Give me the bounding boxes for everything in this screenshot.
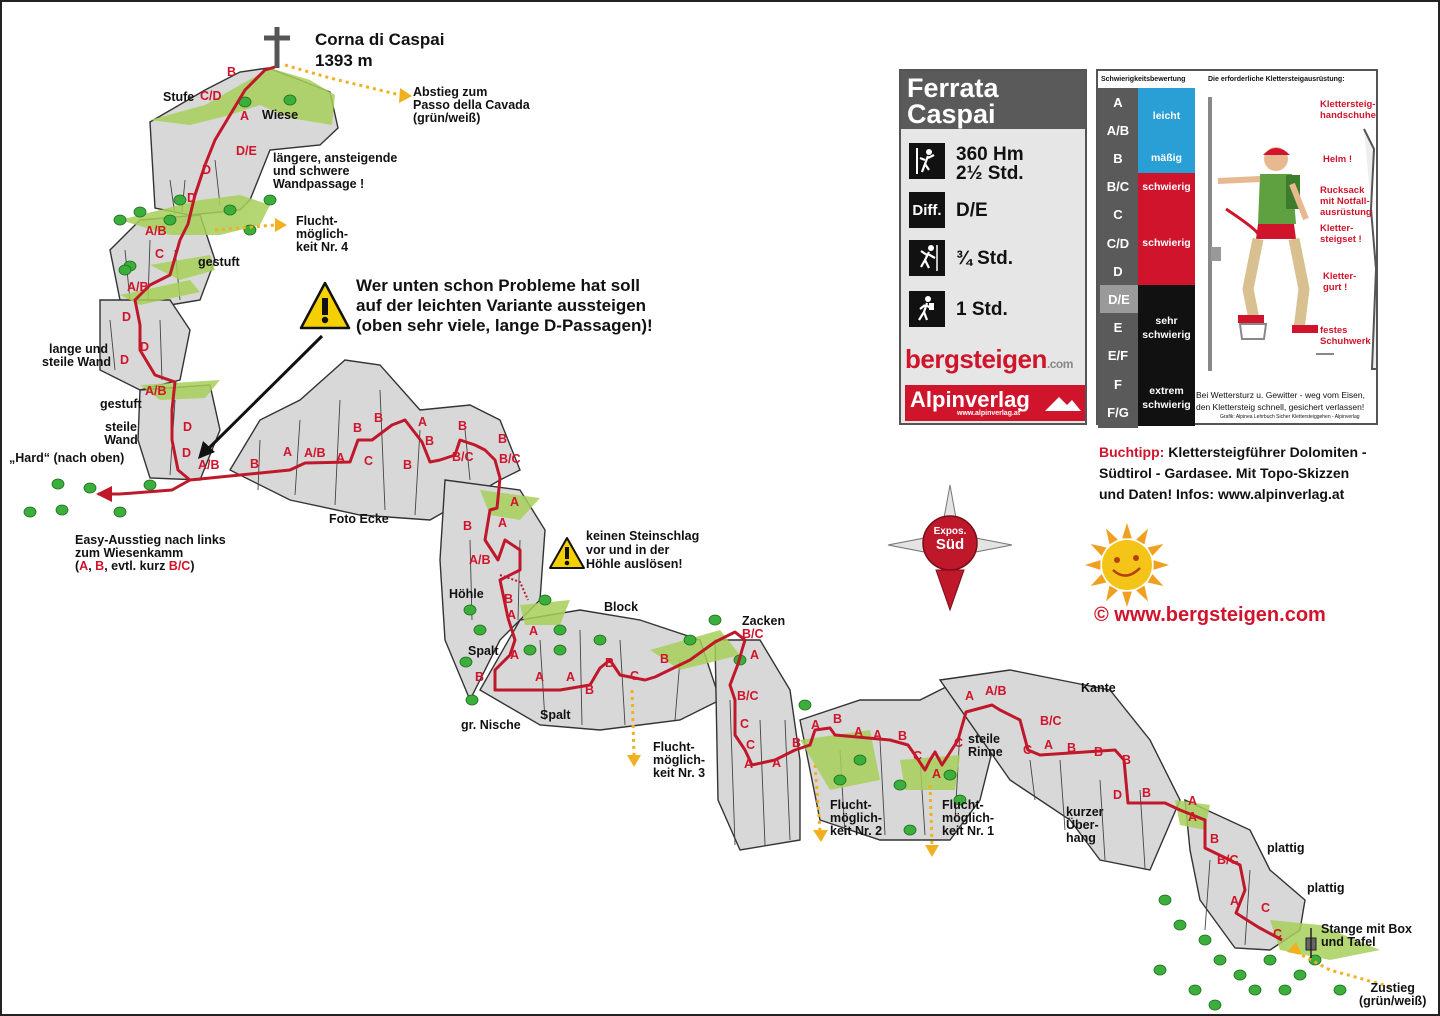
tree — [1279, 985, 1291, 995]
grade-marker: B — [353, 421, 363, 435]
route-name-header: Ferrata Caspai — [901, 71, 1085, 129]
grade-marker: B — [458, 419, 468, 433]
warning-main-text: Wer unten schon Probleme hat soll auf der leichten Variante aussteigen (oben sehr viele, lange D-Passagen)! — [356, 276, 653, 335]
label-wandpassage: längere, ansteigende und schwere Wandpassage ! — [273, 151, 398, 191]
label-kante: Kante — [1081, 681, 1116, 695]
grade-marker: C — [364, 454, 374, 468]
difficulty-scale-card — [1096, 69, 1378, 425]
grade-marker: D — [182, 446, 192, 460]
grade-marker: B/C — [499, 452, 521, 466]
grade-marker: D — [140, 340, 150, 354]
grade-marker: B/C — [1217, 853, 1239, 867]
grade-scale-item: D — [1113, 263, 1123, 279]
summit-cross — [264, 27, 290, 68]
sun-ray — [1148, 544, 1164, 556]
grade-marker: B — [1094, 745, 1104, 759]
grade-marker: B — [463, 519, 473, 533]
grade-marker: B/C — [737, 689, 759, 703]
sun-ray — [1154, 560, 1169, 570]
grade-marker: C — [954, 736, 964, 750]
grade-scale-item: D/E — [1100, 285, 1138, 313]
grade-marker: C — [913, 749, 923, 763]
grade-marker: A — [283, 445, 293, 459]
equipment-item: Kletter- gurt ! — [1323, 271, 1357, 293]
grade-marker: B/C — [742, 627, 764, 641]
grade-marker: B — [403, 458, 413, 472]
tree — [684, 635, 696, 645]
grade-marker: A — [1230, 894, 1240, 908]
label-steile-rinne: steile Rinne — [968, 732, 1003, 759]
grade-marker: A/B — [304, 446, 326, 460]
grade-marker: A — [854, 725, 864, 739]
warning-cave-text: keinen Steinschlag vor und in der Höhle auslösen! — [586, 529, 700, 571]
label-easy-exit: Easy-Ausstieg nach links zum Wiesenkamm (A, B, evtl. kurz B/C) — [75, 533, 226, 573]
climber-up-icon — [909, 143, 945, 179]
tree — [1214, 955, 1226, 965]
label-hard: „Hard“ (nach oben) — [9, 451, 125, 465]
grade-marker: A — [336, 451, 346, 465]
stat-time-up: 2½ Std. — [956, 163, 1024, 184]
safety-note: Bei Wettersturz u. Gewitter - weg vom Eisen, den Klettersteig schnell, gesichert verlassen! — [1196, 390, 1365, 412]
grade-marker: A/B — [145, 384, 167, 398]
grade-marker: A — [811, 718, 821, 732]
grade-marker: A — [744, 757, 754, 771]
grade-scale-item: F/G — [1107, 404, 1129, 420]
label-stange: Stange mit Box und Tafel — [1321, 922, 1412, 949]
grade-marker: C — [1261, 901, 1271, 915]
label-plattig-2: plattig — [1307, 881, 1345, 895]
copyright-link[interactable]: © www.bergsteigen.com — [1094, 604, 1326, 626]
label-flucht1: Flucht- möglich- keit Nr. 1 — [942, 798, 995, 838]
grade-band: leicht — [1138, 88, 1195, 144]
exit-arrowhead — [96, 486, 112, 502]
tree — [904, 825, 916, 835]
tree — [709, 615, 721, 625]
tree — [174, 195, 186, 205]
warning-sign-main — [301, 283, 349, 328]
tree — [1154, 965, 1166, 975]
stat-time-total-row — [909, 291, 1079, 331]
tree — [944, 770, 956, 780]
grade-marker: B — [1067, 741, 1077, 755]
tree — [799, 700, 811, 710]
tree — [834, 775, 846, 785]
stat-time-down: ¾ Std. — [956, 248, 1014, 269]
tree — [1264, 955, 1276, 965]
grade-scale-item: A — [1113, 94, 1123, 110]
tree — [1174, 920, 1186, 930]
stat-difficulty-value: D/E — [956, 200, 988, 221]
book-tip: Buchtipp: Klettersteigführer Dolomiten - Südtirol - Gardasee. Mit Topo-Skizzen und Daten! Infos: www.alpinverlag.at — [1099, 444, 1367, 502]
difficulty-icon: Diff. — [909, 192, 945, 228]
climber-down-icon — [909, 240, 945, 276]
grade-band: mäßig — [1138, 144, 1195, 172]
tree — [464, 605, 476, 615]
grade-marker: B — [504, 592, 514, 606]
label-block: Block — [604, 600, 639, 614]
equipment-item: Helm ! — [1323, 154, 1353, 165]
tree — [466, 695, 478, 705]
sun-ray — [1091, 574, 1107, 586]
grade-marker: D — [120, 353, 130, 367]
grade-marker: A — [1188, 810, 1198, 824]
grade-marker: C — [1273, 927, 1283, 941]
grade-marker: A — [772, 756, 782, 770]
label-zustieg: Zustieg (grün/weiß) — [1359, 981, 1427, 1008]
tree — [84, 483, 96, 493]
tree — [894, 780, 906, 790]
grade-marker: A — [507, 608, 517, 622]
sun-logo — [1085, 523, 1169, 607]
grade-marker: C — [1023, 743, 1033, 757]
grade-marker: A — [535, 670, 545, 684]
tree — [264, 195, 276, 205]
grade-band: sehr schwierig — [1138, 285, 1195, 370]
label-stufe: Stufe — [163, 90, 195, 104]
label-foto-ecke: Foto Ecke — [329, 512, 389, 526]
grade-marker: A — [240, 109, 250, 123]
difficulty-scale-header: Schwierigkeitsbewertung — [1101, 76, 1186, 83]
sun-ray — [1148, 574, 1164, 586]
label-steile-wand: steile Wand — [104, 420, 138, 447]
tree — [524, 645, 536, 655]
grade-marker: B — [660, 652, 670, 666]
sun-ray — [1085, 560, 1100, 570]
grade-marker: B — [1122, 753, 1132, 767]
escape1-path — [930, 785, 932, 845]
sun-ray — [1136, 586, 1148, 602]
bergsteigen-logo: bergsteigen.com — [905, 344, 1073, 374]
grade-marker: C — [740, 717, 750, 731]
grade-scale-item: C — [1113, 207, 1123, 223]
equipment-header: Die erforderliche Klettersteigausrüstung: — [1208, 76, 1345, 83]
route-info-card — [899, 69, 1087, 425]
tree — [1199, 935, 1211, 945]
grade-marker: A/B — [145, 224, 167, 238]
grade-marker: A/B — [985, 684, 1007, 698]
grade-scale-item: E — [1113, 320, 1123, 336]
tree — [52, 479, 64, 489]
equipment-item: festes Schuhwerk — [1320, 325, 1371, 347]
graphic-credit: Grafik: Alpinea Lehrbuch Sicher Klettersteiggehen - Alpinverlag — [1220, 414, 1360, 420]
label-descent: Abstieg zum Passo della Cavada (grün/weiß) — [413, 85, 530, 125]
stat-time-down-row — [909, 240, 1079, 280]
label-wiese: Wiese — [262, 108, 299, 122]
tree — [460, 657, 472, 667]
tree — [284, 95, 296, 105]
grade-band: extrem schwierig — [1138, 370, 1195, 426]
sun-ray — [1106, 529, 1118, 545]
label-spalt-2: Spalt — [540, 708, 571, 722]
grade-marker: B — [498, 432, 508, 446]
grade-marker: D — [187, 191, 197, 205]
label-flucht4: Flucht- möglich- keit Nr. 4 — [296, 214, 349, 254]
tree — [119, 265, 131, 275]
label-gestuft-1: gestuft — [198, 255, 240, 269]
tree — [1294, 970, 1306, 980]
tree — [134, 207, 146, 217]
tree — [554, 645, 566, 655]
label-gestuft-2: gestuft — [100, 397, 142, 411]
grade-marker: B — [898, 729, 908, 743]
grade-marker: C — [630, 669, 640, 683]
grade-scale-item: B — [1113, 150, 1123, 166]
grade-marker: A — [418, 415, 428, 429]
grade-marker: D — [202, 163, 212, 177]
grade-marker: B — [425, 434, 435, 448]
grade-scale-item: B/C — [1106, 179, 1130, 195]
sun-ray — [1106, 586, 1118, 602]
sun-ray — [1122, 523, 1132, 538]
grade-marker: A — [529, 624, 539, 638]
sun-ray — [1136, 529, 1148, 545]
grade-marker: A — [873, 728, 883, 742]
label-flucht3: Flucht- möglich- keit Nr. 3 — [653, 740, 706, 780]
tree — [1249, 985, 1261, 995]
grade-marker: B — [1142, 786, 1152, 800]
stat-difficulty — [909, 192, 1079, 232]
grade-band: schwierig — [1138, 173, 1195, 201]
grade-marker: A/B — [469, 553, 491, 567]
tree — [539, 595, 551, 605]
grade-marker: A — [1188, 794, 1198, 808]
tree — [474, 625, 486, 635]
tree — [1189, 985, 1201, 995]
grade-marker: B — [250, 457, 260, 471]
label-zacken: Zacken — [742, 614, 786, 628]
tree — [114, 507, 126, 517]
label-plattig-1: plattig — [1267, 841, 1305, 855]
equipment-item: Klettersteig- handschuhe — [1320, 99, 1376, 121]
tree — [24, 507, 36, 517]
grade-marker: C — [155, 247, 165, 261]
grade-scale-item: F — [1114, 376, 1122, 392]
label-ueberhang: kurzer Über- hang — [1066, 805, 1104, 845]
alpinverlag-logo: Alpinverlag www.alpinverlag.at — [905, 385, 1085, 421]
grade-marker: B/C — [1040, 714, 1062, 728]
tree — [224, 205, 236, 215]
grade-scale-item: A/B — [1106, 122, 1130, 138]
equipment-item: Rucksack mit Notfall- ausrüstung — [1320, 185, 1372, 218]
grade-marker: D — [183, 420, 193, 434]
grade-marker: C/D — [200, 89, 222, 103]
tree — [1234, 970, 1246, 980]
label-hoehle: Höhle — [449, 587, 484, 601]
grade-marker: A — [1044, 738, 1054, 752]
grade-marker: A — [566, 670, 576, 684]
grade-marker: B — [475, 670, 485, 684]
book-tip-prefix: Buchtipp: — [1099, 444, 1165, 460]
grade-marker: B — [605, 656, 615, 670]
grade-scale-item: C/D — [1106, 235, 1130, 251]
sun-ray — [1091, 544, 1107, 556]
tree — [554, 625, 566, 635]
warning-sign-cave — [550, 538, 584, 568]
tree — [1159, 895, 1171, 905]
tree — [1334, 985, 1346, 995]
grade-marker: B/C — [452, 450, 474, 464]
grade-marker: D/E — [236, 144, 257, 158]
tree — [144, 480, 156, 490]
grade-marker: C — [746, 738, 756, 752]
label-lange-wand: lange und steile Wand — [42, 342, 111, 369]
label-flucht2: Flucht- möglich- keit Nr. 2 — [830, 798, 883, 838]
tree — [854, 755, 866, 765]
stat-height-time — [909, 143, 1079, 183]
grade-marker: D — [122, 310, 132, 324]
tree — [594, 635, 606, 645]
stat-time-total: 1 Std. — [956, 299, 1008, 320]
grade-marker: A/B — [127, 280, 149, 294]
label-nische: gr. Nische — [461, 718, 521, 732]
grade-marker: B — [792, 736, 802, 750]
grade-marker: B — [227, 65, 237, 79]
grade-marker: A — [965, 689, 975, 703]
grade-marker: A — [510, 495, 520, 509]
grade-band: schwierig — [1138, 201, 1195, 286]
grade-marker: B — [833, 712, 843, 726]
grade-marker: A — [750, 648, 760, 662]
peak-title: Corna di Caspai 1393 m — [315, 30, 445, 70]
grade-marker: D — [1113, 788, 1123, 802]
tree — [114, 215, 126, 225]
rock-zacken — [715, 640, 800, 850]
compass-label: Expos. Süd — [933, 526, 967, 553]
label-spalt-1: Spalt — [468, 644, 499, 658]
grade-marker: B — [374, 411, 384, 425]
tree — [56, 505, 68, 515]
stat-height: 360 Hm — [956, 144, 1024, 165]
hiker-icon — [909, 291, 945, 327]
grade-marker: B — [1210, 832, 1220, 846]
grade-scale-item: E/F — [1107, 348, 1129, 364]
grade-marker: A — [932, 767, 942, 781]
grade-marker: A — [510, 648, 520, 662]
grade-marker: A/B — [198, 458, 220, 472]
grade-marker: B — [585, 683, 595, 697]
tree — [1209, 1000, 1221, 1010]
grade-marker: A — [498, 516, 508, 530]
equipment-item: Kletter- steigset ! — [1320, 223, 1362, 245]
